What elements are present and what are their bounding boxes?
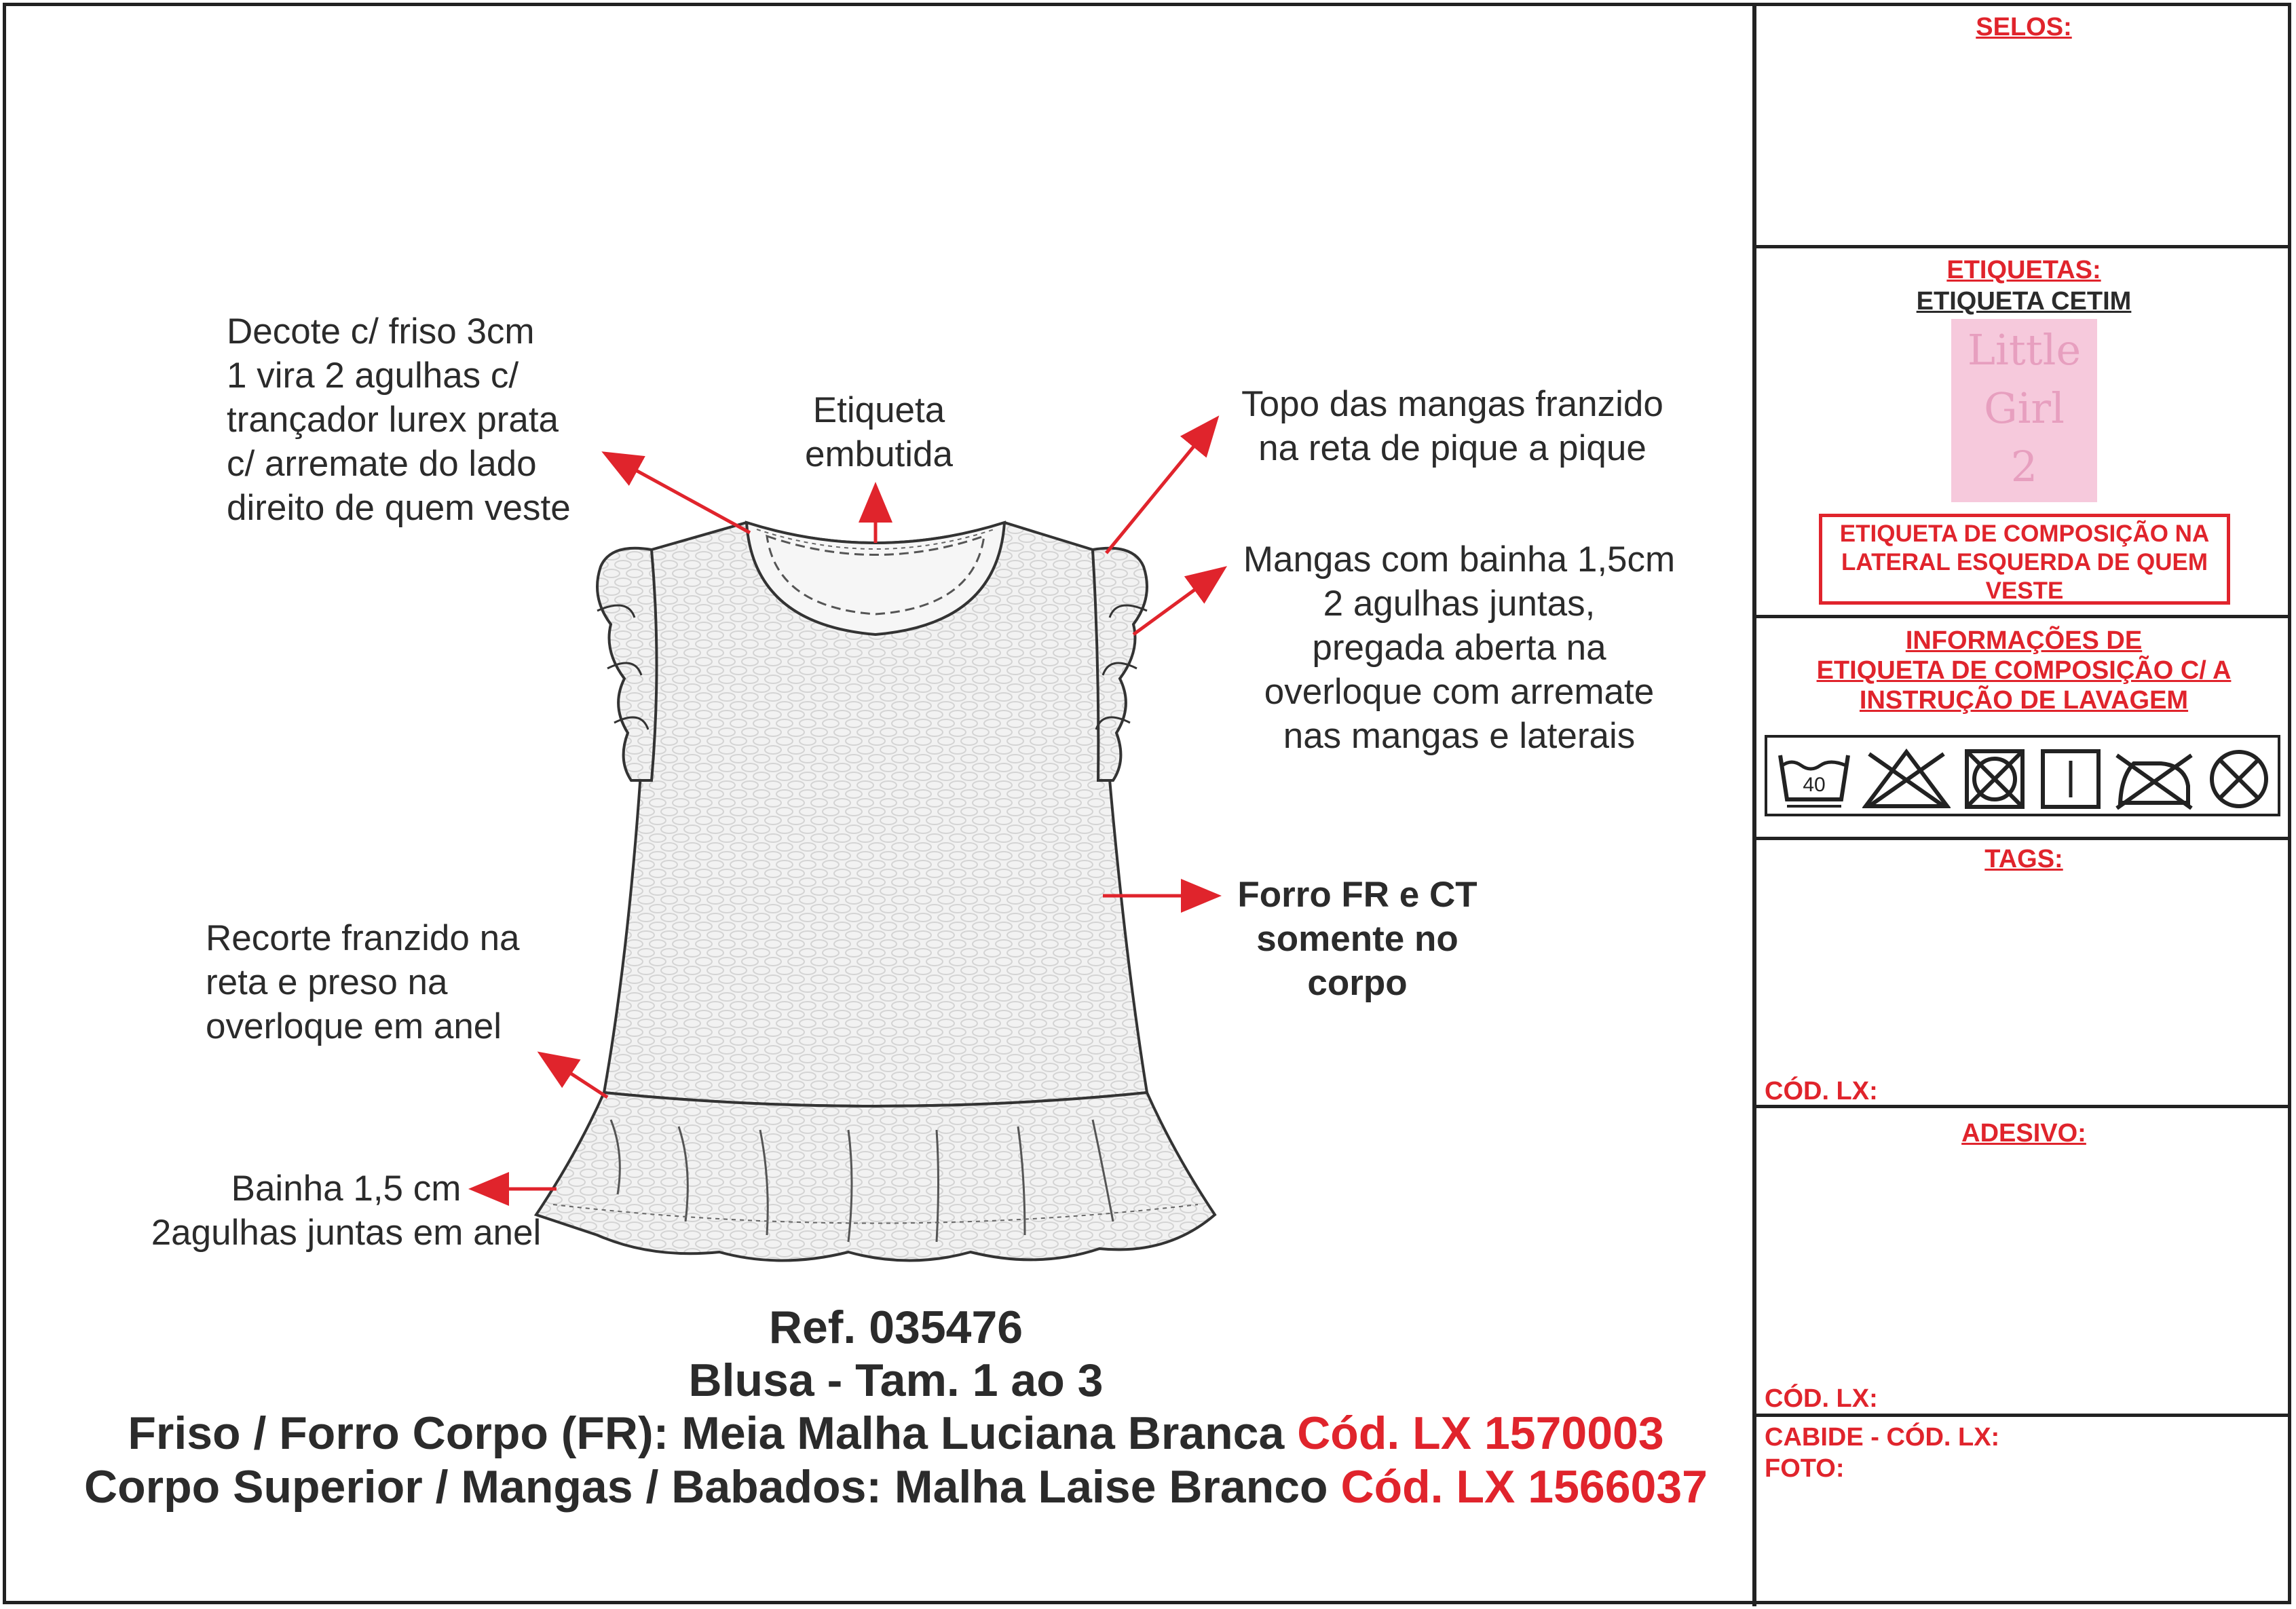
no-tumble-dry-icon [1964, 749, 2025, 810]
note-embedded-label: Etiqueta embutida [804, 390, 954, 474]
note-ruffle-cut: Recorte franzido na reta e preso na overloque em anel [206, 918, 520, 1046]
hanger-code-label: CABIDE - CÓD. LX: [1765, 1423, 2000, 1452]
sticker-title: ADESIVO: [1961, 1119, 2086, 1148]
no-bleach-icon [1862, 749, 1951, 810]
line-dry-icon [2040, 749, 2101, 810]
note-sleeve-top: Topo das mangas franzido na reta de pique a pique [1241, 384, 1663, 468]
info-title-line-3: INSTRUÇÃO DE LAVAGEM [1859, 686, 2189, 715]
right-sleeve [1093, 548, 1147, 780]
label-brand-line-2: Girl [1984, 383, 2065, 433]
bottom-ruffle [536, 1093, 1215, 1261]
brand-label-swatch [1951, 319, 2097, 502]
labels-title: ETIQUETAS: [1946, 256, 2101, 284]
panel-rule [1754, 837, 2291, 840]
label-brand-line-1: Little [1967, 325, 2082, 375]
tags-code-label: CÓD. LX: [1765, 1077, 1878, 1105]
photo-label: FOTO: [1765, 1454, 1845, 1483]
fabric-line-1 [27, 1407, 1765, 1460]
product-name: Blusa - Tam. 1 ao 3 [688, 1355, 1104, 1406]
fabric-2-description: Corpo Superior / Mangas / Babados: Malha Laise Branco [84, 1461, 1341, 1513]
no-iron-icon [2113, 749, 2195, 810]
reference-number: Ref. 035476 [768, 1302, 1023, 1353]
panel-rule [1754, 245, 2291, 248]
note-hem: Bainha 1,5 cm 2agulhas juntas em anel [151, 1169, 542, 1253]
note-neckline: Decote c/ friso 3cm 1 vira 2 agulhas c/ trançador lurex prata c/ arremate do lado direito de quem veste [227, 311, 571, 528]
no-dry-clean-icon [2207, 749, 2272, 810]
note-sleeves: Mangas com bainha 1,5cm 2 agulhas juntas, pregada aberta na overloque com arremate nas mangas e laterais [1243, 540, 1676, 756]
wash-temperature: 40 [1803, 774, 1826, 796]
satin-label-title: ETIQUETA CETIM [1916, 287, 2132, 316]
label-size: 2 [2010, 442, 2038, 491]
fabric-line-2 [27, 1460, 1765, 1513]
composition-label-note: ETIQUETA DE COMPOSIÇÃO NA LATERAL ESQUERDA DE QUEM VESTE [1819, 514, 2230, 605]
fabric-1-code: Cód. LX 1570003 [1297, 1407, 1664, 1459]
tags-title: TAGS: [1984, 845, 2063, 873]
seals-title: SELOS: [1976, 13, 2072, 41]
left-sleeve [597, 548, 657, 780]
sticker-code-label: CÓD. LX: [1765, 1384, 1878, 1413]
note-lining: Forro FR e CT somente no corpo [1237, 875, 1478, 1003]
panel-rule [1754, 615, 2291, 618]
fabric-1-description: Friso / Forro Corpo (FR): Meia Malha Luciana Branca [128, 1407, 1298, 1459]
fabric-2-code: Cód. LX 1566037 [1340, 1461, 1708, 1513]
care-symbols [1765, 735, 2280, 816]
info-title-line-2: ETIQUETA DE COMPOSIÇÃO C/ A [1816, 656, 2232, 685]
info-title-line-1: INFORMAÇÕES DE [1905, 626, 2143, 655]
wash-40-icon [1777, 749, 1851, 810]
panel-divider [1752, 3, 1756, 1606]
